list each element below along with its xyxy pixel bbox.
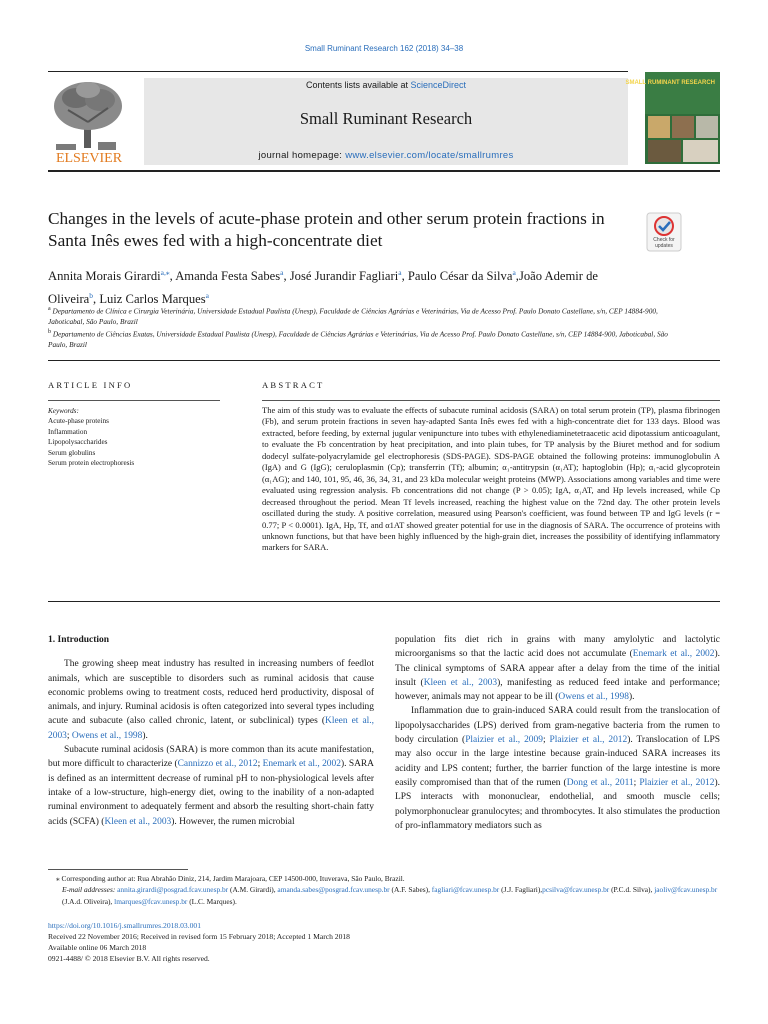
author-affiliation-mark[interactable]: a [280, 268, 284, 277]
body-text: ). The clinical symptoms of SARA appear after a delay from the time of the initial insult ( [395, 649, 720, 688]
body-text: ). SARA is defined as an intermittent decrease of ruminal pH to non-physiological levels after intake of a low-structure, high-energy diet, owing to the inability of a non-adapted ruminal environment to adequately ferment and absorb the resulting short-chain fatty acids (SCFA) ( [48, 759, 374, 827]
keywords-list [48, 416, 223, 468]
abstract-text: The aim of this study was to evaluate the effects of subacute ruminal acidosis (SARA) on total serum protein (TP), plasma fibrinogen (Fb), and serum protein fractions in seven hay-adapted Santa Inês ewes fed with a high-concentrate diet for 133 days. Blood was extracted, before feeding, by external jugular venipuncture into tubes with ethylenediaminetetraacetic acid dipotassium anticoagulant, to evaluate the Fb concentration by heat precipitation, and into plain tubes, for TP analysis by the Biuret method and for sodium dodecyl sulfate-polyacrylamide gel electrophoresis (SDS-PAGE). SDS-PAGE obtained the following proteins: immunoglobulin A (IgA) and G (IgG); ceruloplasmin (Cp); transferrin (Tf); albumin; α₁-antitrypsin (α₁AT); haptoglobin (Hp); α₁-acid glycoprotein (α₁AG); and 140, 101, 95, 46, 36, 34, 31, and 23 kDa molecular weight proteins (MWP). Associations among variables and time were evaluated using regression analysis. Fb concentrations did not change (P > 0.05); IgA, α₁AT, and Hp levels increased, while Cp decreased throughout the period. Mean Tf levels increased, reaching the highest value on the 72nd day. The other protein levels oscillated during the study. A positive correlation, measured using Pearson's coefficient, was found between TP and IgG levels (r = 0.77; P < 0.0001). IgA, Hp, Tf, and α1AT showed greater potential for use in the diagnosis of SARA. The occurrence of proteins with unknown functions, but that have been highly influenced by the high-grain diet, increases the possibility of identifying inflammatory markers for SARA. [262, 405, 720, 553]
body-paragraph [395, 633, 720, 704]
author-list: Annita Morais Girardi$^{a,⁎}$, Amanda Festa Sabes$^a$, José Jurandir Fagliari$^a$, Paulo César da Silva$^a$,João Ademir de Oliveira$^b$, Luiz Carlos Marques$^a$ [48, 268, 598, 307]
email-link[interactable]: jaoliv@fcav.unesp.br [654, 885, 718, 895]
citation-link[interactable]: Enemark et al., 2002 [262, 759, 341, 770]
left-paragraphs [48, 657, 374, 829]
journal-cover[interactable] [625, 72, 720, 164]
affiliation-mark: b [48, 329, 51, 336]
affiliation [48, 304, 668, 327]
corresponding-author-note: ⁎ Corresponding author at: Rua Abrahão Diniz, 214, Jardim Marajoara, CEP 14500-000, Ituverava, São Paulo, Brazil. [56, 874, 405, 883]
author-name[interactable]: José Jurandir Fagliari [289, 269, 399, 284]
section-rule [48, 360, 720, 361]
email-owner: (L.C. Marques). [187, 896, 237, 906]
citation-link[interactable]: Kleen et al., 2003 [48, 716, 375, 741]
body-text: ; [257, 759, 263, 770]
journal-reference[interactable]: Small Ruminant Research 162 (2018) 34–38 [304, 44, 464, 53]
elsevier-tree-icon [48, 76, 130, 166]
affiliation-text: Departamento de Clínica e Cirurgia Veterinária, Universidade Estadual Paulista (Unesp), Faculdade de Ciências Agrárias e Veterinárias, Via de Acesso Prof. Paulo Donato Castellane, s/n, CEP 14884-900, Jaboticabal, São Paulo, Brazil [48, 306, 658, 326]
citation-link[interactable]: Cannizzo et al., 2012 [177, 759, 258, 770]
affiliation-text: Departamento de Ciências Exatas, Universidade Estadual Paulista (Unesp), Faculdade de Ciências Agrárias e Veterinárias, Via de Acesso Prof. Paulo Donato Castellane, s/n, CEP 14884-900, Jaboticabal, São Paulo, Brazil [48, 329, 668, 349]
body-column-left [48, 633, 374, 829]
body-text: The growing sheep meat industry has resulted in increasing numbers of feedlot animals, which are susceptible to disorders such as ruminal acidosis that cause economic problems owing to treatment costs, reduced herd productivity, disposal of animals, and injury. Ruminal acidosis is often categorized into several types including acute and subacute (also called chronic, latent, or subclinical) types ( [48, 659, 374, 727]
contents-prefix: Contents lists available at [305, 80, 411, 90]
body-paragraph [48, 657, 374, 743]
body-text: ), manifesting as reduced feed intake and performance; however, animals may not appear to be ill ( [395, 677, 721, 703]
email-link[interactable]: lmarques@fcav.unesp.br [114, 896, 188, 906]
footnotes [48, 873, 720, 907]
keyword: Acute-phase proteins [48, 417, 109, 426]
body-text: ). [628, 692, 635, 703]
body-paragraph [48, 743, 374, 829]
received-dates: Received 22 November 2016; Received in revised form 15 February 2018; Accepted 1 March 2018 [48, 932, 350, 941]
doi-block [48, 920, 720, 964]
author-affiliation-mark[interactable]: a [512, 268, 516, 277]
citation-link[interactable]: Plaizier et al., 2009 [465, 735, 543, 746]
homepage-prefix: journal homepage: [258, 150, 346, 161]
contents-line [144, 80, 628, 90]
article-title: Changes in the levels of acute-phase protein and other serum protein fractions in Santa Inês ewes fed with a high-concentrate diet [48, 209, 605, 250]
email-owner: (P.C.d. Silva), [609, 885, 655, 895]
body-text: ). [142, 730, 148, 741]
citation-link[interactable]: Kleen et al., 2003 [104, 816, 172, 827]
body-text: ; [66, 730, 72, 741]
cover-title-text: SMALL RUMINANT RESEARCH [625, 80, 715, 86]
author-name[interactable]: Annita Morais Girardi [48, 269, 161, 284]
keywords-block [48, 406, 223, 468]
abstract-rule [262, 400, 720, 401]
footnote-rule [48, 869, 188, 870]
keyword: Inflammation [48, 427, 88, 436]
sciencedirect-link[interactable]: ScienceDirect [410, 80, 467, 90]
journal-homepage-line [144, 150, 628, 161]
author-name[interactable]: Paulo César da Silva [407, 269, 513, 284]
email-link[interactable]: amanda.sabes@posgrad.fcav.unesp.br [277, 885, 390, 895]
author-affiliation-mark[interactable]: a [398, 268, 402, 277]
affiliation-mark: a [48, 306, 51, 312]
elsevier-wordmark: ELSEVIER [55, 151, 123, 166]
keyword: Serum protein electrophoresis [48, 459, 135, 468]
keyword: Serum globulins [48, 448, 96, 457]
body-text: ). LPS interacts with mononuclear, endothelial, and smooth muscle cells; polymorphonuclear granulocytes; and thrombocytes. It also stimulates the production of pro-inflammatory mediators such as [395, 777, 720, 831]
body-column-right [395, 633, 720, 833]
email-owner: (A.M. Girardi), [228, 885, 278, 895]
section-heading-introduction: 1. Introduction [48, 635, 110, 645]
author-name[interactable]: João Ademir de Oliveira [48, 269, 598, 307]
affiliations [48, 304, 668, 350]
author-affiliation-mark[interactable]: a [205, 291, 209, 301]
body-text: ; [542, 735, 550, 746]
email-link[interactable]: fagliari@fcav.unesp.br [431, 885, 500, 895]
article-info-rule [48, 400, 220, 401]
body-text: Subacute ruminal acidosis (SARA) is more common than its acute manifestation, but more difficult to characterize ( [48, 745, 374, 770]
body-paragraph [395, 704, 720, 833]
copyright-line: 0921-4488/ © 2018 Elsevier B.V. All rights reserved. [48, 954, 210, 963]
right-paragraphs [395, 633, 720, 833]
header-top-rule [48, 71, 628, 72]
body-text: ). Translocation of LPS may also occur in the large intestine because grain-induced SARA increases its acidity and LPS content; further, the barrier function of the large intestine is more easily compromised than that of the rumen ( [395, 735, 720, 788]
email-owner: (J.A.d. Oliveira), [62, 896, 115, 906]
author-name[interactable]: Amanda Festa Sabes [175, 269, 281, 284]
email-link[interactable]: annita.girardi@posgrad.fcav.unesp.br [117, 885, 229, 895]
citation-link[interactable]: Owens et al., 1998 [71, 730, 143, 741]
author-affiliation-mark[interactable]: b [89, 291, 94, 301]
citation-link[interactable]: Owens et al., 1998 [558, 692, 629, 703]
journal-title: Small Ruminant Research [299, 109, 473, 128]
doi-link[interactable]: https://doi.org/10.1016/j.smallrumres.2018.03.001 [48, 921, 201, 930]
abstract-heading: ABSTRACT [262, 380, 325, 390]
keywords-label: Keywords: [48, 407, 79, 415]
check-for-updates-badge[interactable] [646, 212, 682, 252]
citation-link[interactable]: Plaizier et al., 2012 [639, 777, 715, 788]
email-owner: (J.J. Fagliari), [499, 885, 543, 895]
homepage-link[interactable]: www.elsevier.com/locate/smallrumres [345, 150, 514, 161]
affiliation [48, 327, 668, 350]
article-info-heading: ARTICLE INFO [48, 380, 133, 390]
abstract-bottom-rule [48, 601, 720, 602]
email-label: E-mail addresses: [62, 885, 118, 895]
citation-link[interactable]: Enemark et al., 2002 [632, 649, 715, 660]
header-bottom-rule [48, 170, 720, 172]
elsevier-logo [48, 76, 130, 166]
body-text: ; [633, 777, 640, 788]
citation-link[interactable]: Plaizier et al., 2012 [549, 735, 628, 746]
journal-cover-image [625, 72, 720, 164]
keyword: Lipopolysaccharides [48, 438, 108, 447]
check-for-updates-label: Check for updates [653, 237, 675, 249]
body-text: Inflammation due to grain-induced SARA could result from the translocation of lipopolysaccharides (LPS) derived from gram-negative bacteria from the rumen to body circulation ( [395, 706, 720, 746]
email-addresses [48, 884, 720, 907]
citation-link[interactable]: Dong et al., 2011 [566, 777, 634, 788]
author-name[interactable]: Luiz Carlos Marques [99, 292, 206, 307]
email-link[interactable]: pcsilva@fcav.unesp.br [542, 885, 610, 895]
citation-link[interactable]: Kleen et al., 2003 [423, 677, 498, 688]
available-online: Available online 06 March 2018 [48, 943, 147, 952]
author-affiliation-mark[interactable]: a,⁎ [160, 268, 170, 277]
body-text: ). However, the rumen microbial [171, 816, 295, 827]
body-text: population fits diet rich in grains with many amylolytic and lactolytic microorganisms so that the lactic acid does not accumulate ( [395, 635, 720, 660]
email-owner: (A.F. Sabes), [389, 885, 432, 895]
